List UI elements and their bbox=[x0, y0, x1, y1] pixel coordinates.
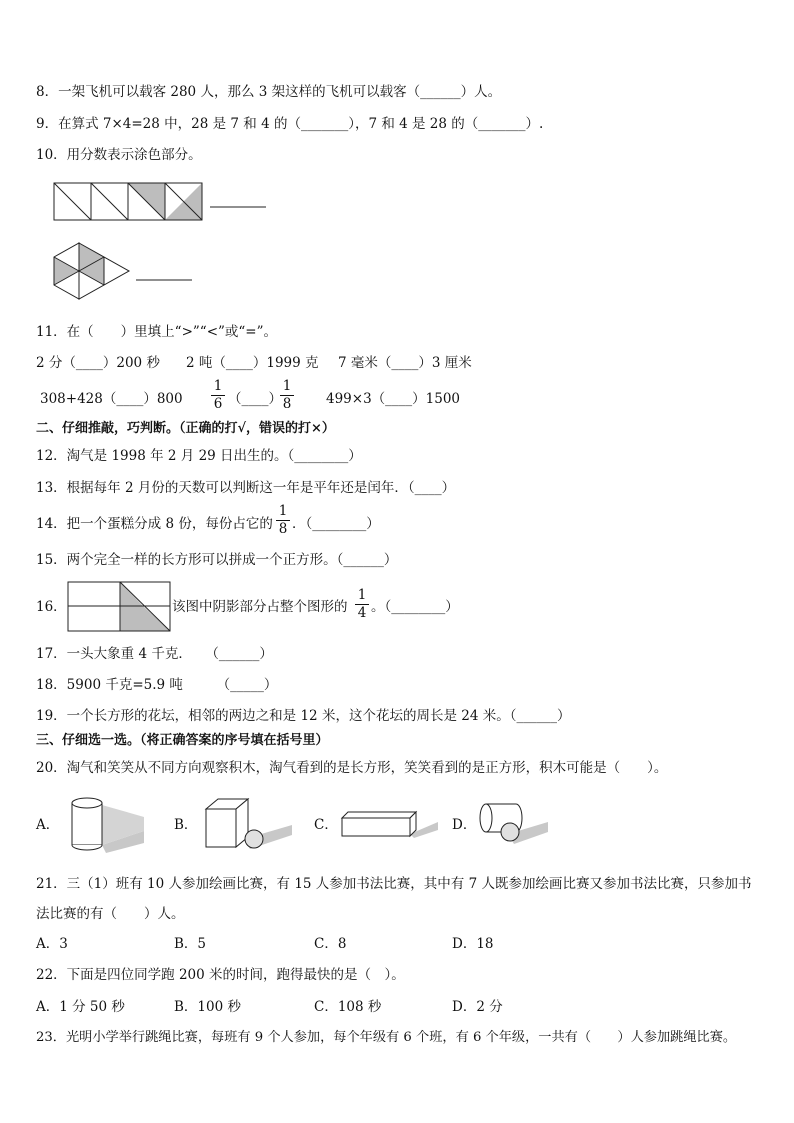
q11-compare-f: 499×3（____）1500 bbox=[326, 391, 461, 407]
q11-compare-e-blank: （____） bbox=[228, 391, 282, 407]
fraction-numerator: 1 bbox=[280, 379, 294, 396]
question-8: 8．一架飞机可以载客 280 人，那么 3 架这样的飞机可以载客（______）人。 bbox=[36, 84, 502, 100]
section-3-heading: 三、仔细选一选。（将正确答案的序号填在括号里） bbox=[36, 733, 329, 748]
question-17: 17．一头大象重 4 千克． （______） bbox=[36, 646, 273, 662]
fraction-denominator: 8 bbox=[278, 521, 288, 537]
question-21-line-1: 21．三（1）班有 10 人参加绘画比赛，有 15 人参加书法比赛，其中有 7 人既参加绘画比赛又参加书法比赛，只参加书 bbox=[36, 876, 752, 892]
fraction-denominator: 4 bbox=[357, 605, 367, 621]
fraction-denominator: 8 bbox=[282, 396, 292, 412]
fraction-numerator: 1 bbox=[211, 379, 225, 396]
q14-text-after: ．（________） bbox=[292, 516, 380, 532]
fraction-denominator: 6 bbox=[213, 396, 223, 412]
fraction-numerator: 1 bbox=[276, 504, 290, 521]
cube-with-ball-icon bbox=[204, 797, 294, 853]
question-14 bbox=[36, 515, 273, 533]
q11-fraction-one-eighth bbox=[280, 379, 294, 412]
q21-option-d[interactable]: D．18 bbox=[452, 936, 494, 952]
q22-option-a[interactable]: A．1 分 50 秒 bbox=[36, 999, 125, 1015]
q10-squares-figure bbox=[54, 183, 269, 221]
q21-option-a[interactable]: A．3 bbox=[36, 936, 68, 952]
question-9: 9．在算式 7×4=28 中，28 是 7 和 4 的（_______），7 和 4 是 28 的（_______）. bbox=[36, 116, 544, 132]
question-20: 20．淘气和笑笑从不同方向观察积木，淘气看到的是长方形，笑笑看到的是正方形，积木可能是（ ）。 bbox=[36, 760, 668, 776]
lying-cylinder-with-ball-icon bbox=[478, 800, 550, 848]
q14-text-before: 14．把一个蛋糕分成 8 份，每份占它的 bbox=[36, 516, 273, 532]
question-18: 18．5900 千克=5.9 吨 （_____） bbox=[36, 677, 278, 693]
q22-option-d[interactable]: D．2 分 bbox=[452, 999, 503, 1015]
q21-option-c[interactable]: C．8 bbox=[314, 936, 347, 952]
question-22: 22．下面是四位同学跑 200 米的时间，跑得最快的是（ ）。 bbox=[36, 967, 405, 983]
question-13: 13．根据每年 2 月份的天数可以判断这一年是平年还是闰年．（____） bbox=[36, 480, 456, 496]
question-12: 12．淘气是 1998 年 2 月 29 日出生的。（________） bbox=[36, 448, 362, 464]
question-11: 11．在（ ）里填上“>”“<”或“=”。 bbox=[36, 324, 278, 340]
q16-fraction-one-quarter bbox=[355, 588, 369, 621]
q11-compare-c: 7 毫米（____）3 厘米 bbox=[338, 355, 472, 371]
q11-compare-d: 308+428（____）800 bbox=[40, 391, 183, 407]
question-16-label: 16． bbox=[36, 599, 67, 615]
q14-fraction-one-eighth bbox=[276, 504, 290, 537]
fraction-numerator: 1 bbox=[355, 588, 369, 605]
q20-option-a-label[interactable]: A． bbox=[36, 817, 60, 833]
q11-compare-b: 2 吨（____）1999 克 bbox=[186, 355, 319, 371]
section-2-heading: 二、仔细推敲，巧判断。（正确的打√，错误的打×） bbox=[36, 421, 335, 436]
question-15: 15．两个完全一样的长方形可以拼成一个正方形。（______） bbox=[36, 552, 398, 568]
q16-rectangle-figure bbox=[68, 582, 173, 632]
q11-compare-a: 2 分（____）200 秒 bbox=[36, 355, 160, 371]
question-21-line-2: 法比赛的有（ ）人。 bbox=[36, 906, 185, 922]
q10-triangles-figure bbox=[54, 243, 194, 300]
q16-text-before: 该图中阴影部分占整个图形的 bbox=[172, 599, 348, 615]
question-23: 23．光明小学举行跳绳比赛，每班有 9 个人参加，每个年级有 6 个班，有 6 个年级，一共有（ ）人参加跳绳比赛。 bbox=[36, 1030, 737, 1045]
q22-option-b[interactable]: B．100 秒 bbox=[174, 999, 241, 1015]
q16-text-after: 。（________） bbox=[371, 599, 459, 615]
q21-option-b[interactable]: B．5 bbox=[174, 936, 207, 952]
question-10: 10．用分数表示涂色部分。 bbox=[36, 147, 202, 163]
cylinder-icon bbox=[66, 795, 146, 855]
q20-option-d-label[interactable]: D． bbox=[452, 817, 477, 833]
q11-fraction-one-sixth bbox=[211, 379, 225, 412]
q22-option-c[interactable]: C．108 秒 bbox=[314, 999, 382, 1015]
q20-option-c-label[interactable]: C． bbox=[314, 817, 338, 833]
q20-option-b-label[interactable]: B． bbox=[174, 817, 198, 833]
question-19: 19．一个长方形的花坛，相邻的两边之和是 12 米，这个花坛的周长是 24 米。（______） bbox=[36, 708, 571, 724]
cuboid-icon bbox=[340, 810, 440, 840]
